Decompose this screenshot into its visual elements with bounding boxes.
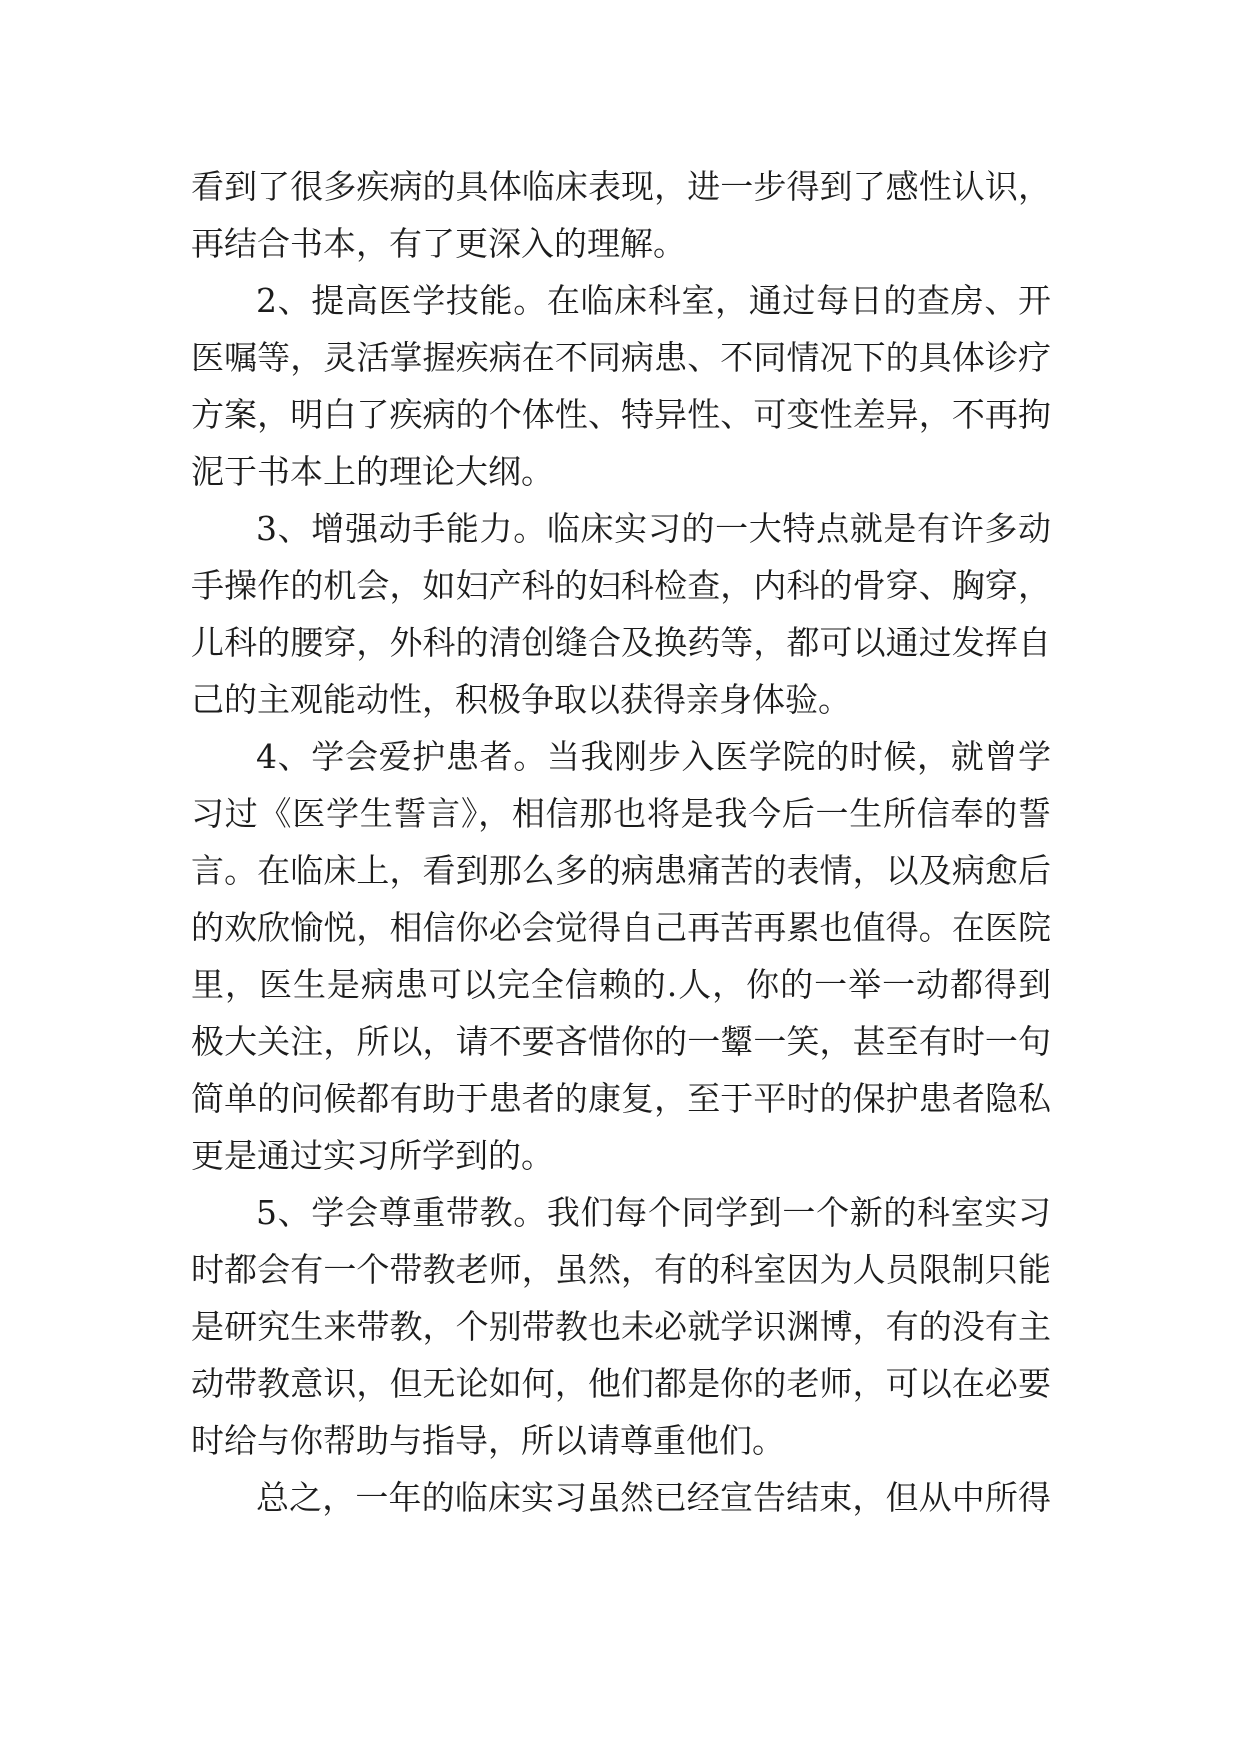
text-line: 更是通过实习所学到的。 bbox=[191, 1136, 554, 1175]
text-line: 简单的问候都有助于患者的康复，至于平时的保护患者隐私 bbox=[191, 1079, 1051, 1118]
text-line: 里，医生是病患可以完全信赖的.人，你的一举一动都得到 bbox=[191, 965, 1051, 1004]
text-line: 时都会有一个带教老师，虽然，有的科室因为人员限制只能 bbox=[191, 1250, 1051, 1289]
text-line: 总之，一年的临床实习虽然已经宣告结束，但从中所得 bbox=[256, 1478, 1051, 1517]
text-line: 是研究生来带教，个别带教也未必就学识渊博，有的没有主 bbox=[191, 1307, 1051, 1346]
text-line: 4、学会爱护患者。当我刚步入医学院的时候，就曾学 bbox=[256, 737, 1051, 776]
text-line: 泥于书本上的理论大纲。 bbox=[191, 452, 554, 491]
text-line: 极大关注，所以，请不要吝惜你的一颦一笑，甚至有时一句 bbox=[191, 1022, 1051, 1061]
text-line: 儿科的腰穿，外科的清创缝合及换药等，都可以通过发挥自 bbox=[191, 623, 1051, 662]
document-body bbox=[191, 158, 1051, 1526]
text-line: 再结合书本，有了更深入的理解。 bbox=[191, 224, 686, 263]
text-line: 方案，明白了疾病的个体性、特异性、可变性差异，不再拘 bbox=[191, 395, 1051, 434]
text-line: 习过《医学生誓言》，相信那也将是我今后一生所信奉的誓 bbox=[191, 794, 1051, 833]
text-line: 时给与你帮助与指导，所以请尊重他们。 bbox=[191, 1421, 785, 1460]
text-line: 的欢欣愉悦，相信你必会觉得自己再苦再累也值得。在医院 bbox=[191, 908, 1051, 947]
text-line: 看到了很多疾病的具体临床表现，进一步得到了感性认识， bbox=[191, 167, 1051, 206]
text-line: 医嘱等，灵活掌握疾病在不同病患、不同情况下的具体诊疗 bbox=[191, 338, 1051, 377]
text-line: 手操作的机会，如妇产科的妇科检查，内科的骨穿、胸穿， bbox=[191, 566, 1051, 605]
text-line: 5、学会尊重带教。我们每个同学到一个新的科室实习 bbox=[256, 1193, 1051, 1232]
text-line: 己的主观能动性，积极争取以获得亲身体验。 bbox=[191, 680, 851, 719]
text-line: 动带教意识，但无论如何，他们都是你的老师，可以在必要 bbox=[191, 1364, 1051, 1403]
text-line: 3、增强动手能力。临床实习的一大特点就是有许多动 bbox=[256, 509, 1051, 548]
text-line: 2、提高医学技能。在临床科室，通过每日的查房、开 bbox=[256, 281, 1051, 320]
text-line: 言。在临床上，看到那么多的病患痛苦的表情，以及病愈后 bbox=[191, 851, 1051, 890]
